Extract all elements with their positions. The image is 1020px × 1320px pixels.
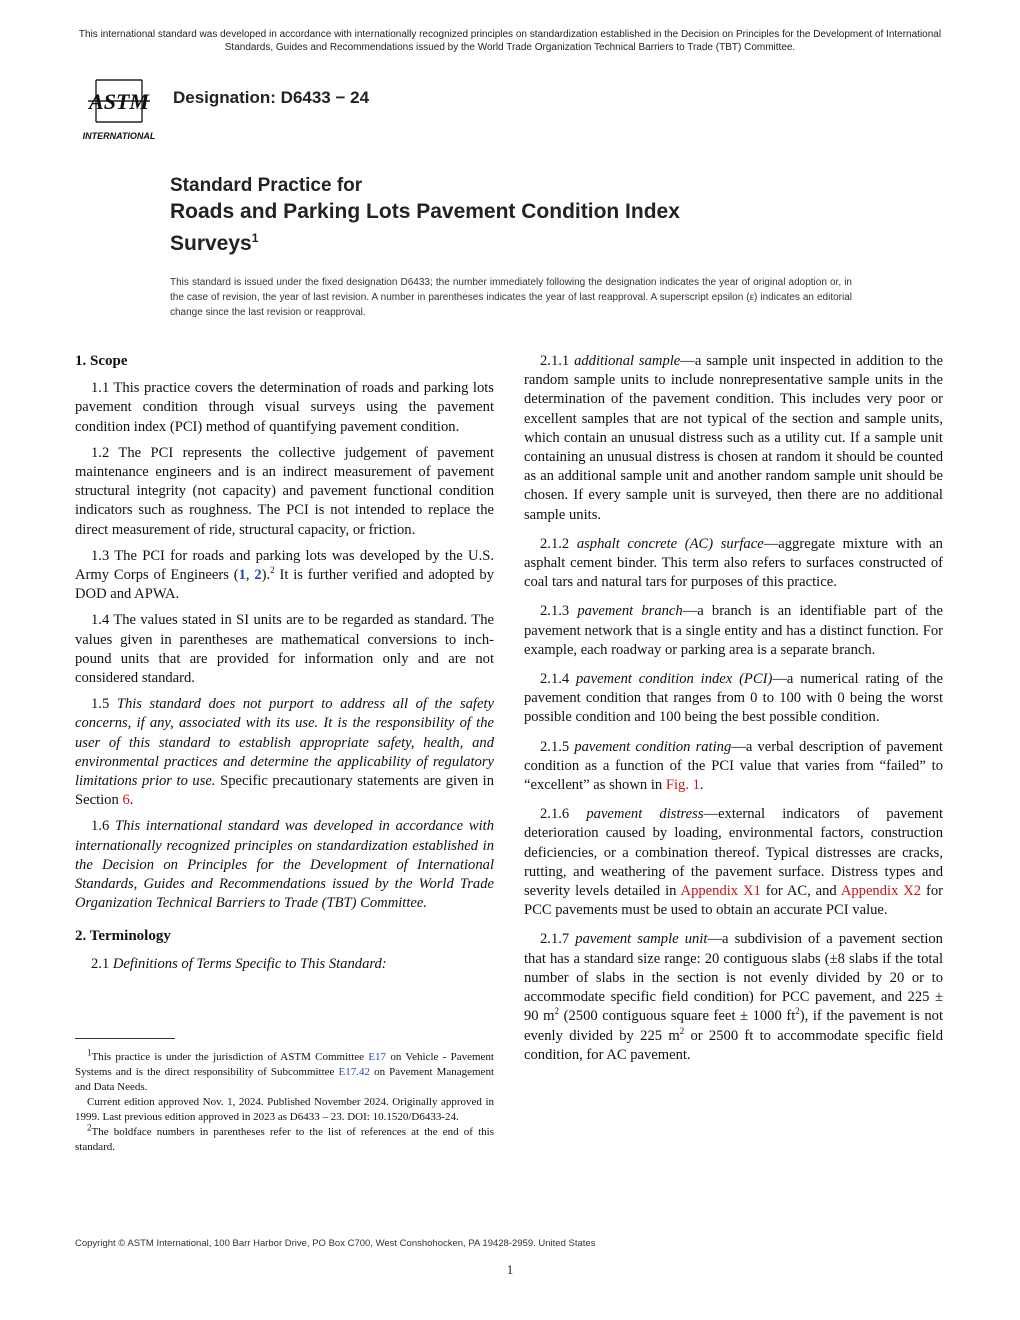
footnotes	[75, 1047, 494, 1155]
paragraph-1-4: 1.4 The values stated in SI units are to be regarded as standard. The values given in parentheses are mathematical conversions to inch-pound units that are provided for information only and are not considered standard.	[75, 612, 494, 687]
definition-condition-rating: 2.1.5 pavement condition rating—a verbal description of pavement condition as a function of the PCI value that varies from “failed” to “excellent” as shown in Fig. 1.	[524, 738, 943, 794]
title-line-2: Roads and Parking Lots Pavement Condition Index	[170, 200, 680, 223]
header-notice: This international standard was developed in accordance with internationally recognized principles on standardization established in the Decision on Principles for the Development of International Standards, Guides and Recommendations issued by the World Trade Organization Technical Barriers to Trade (TBT) Committee.	[78, 29, 942, 53]
scope-heading: 1. Scope	[75, 353, 128, 369]
definition-pavement-branch: 2.1.3 pavement branch—a branch is an identifiable part of the pavement network that is a single entity and has a distinct function. For example, each roadway or parking area is a separate branch.	[524, 603, 943, 658]
figure-1-link[interactable]: Fig. 1	[665, 777, 700, 794]
paragraph-1-5: 1.5 This standard does not purport to address all of the safety concerns, if any, associated with its use. It is the responsibility of the user of this standard to establish appropriate safety, health, and environmental practices and determine the applicability of regulatory limitations prior to use. Specific precautionary statements are given in Section 6.	[75, 696, 495, 809]
definition-asphalt-concrete: 2.1.2 asphalt concrete (AC) surface—aggregate mixture with an asphalt cement binder. This term also refers to surfaces constructed of coal tars and natural tars for purposes of this practice.	[524, 535, 943, 591]
reference-link-1[interactable]: 1	[238, 567, 246, 584]
logo-subtitle: INTERNATIONAL	[82, 131, 156, 141]
reference-link-2[interactable]: 2	[254, 567, 262, 584]
left-column	[75, 352, 494, 981]
title-footnote-ref[interactable]: 1	[251, 231, 259, 245]
paragraph-2-1: 2.1 Definitions of Terms Specific to This Standard:	[91, 955, 387, 972]
standard-notice: This standard is issued under the fixed designation D6433; the number immediately following the designation indicates the year of original adoption or, in the case of revision, the year of last revision. A number in parentheses indicates the year of last reapproval. A superscript epsilon (ε) indicates an editorial change since the last revision or reapproval.	[170, 277, 852, 318]
definition-sample-unit: 2.1.7 pavement sample unit—a subdivision of a pavement section that has a standard size range: 20 contiguous slabs (±8 slabs if the total number of slabs in the section is not evenly divided by 20 or to accommodate specific field condition) for PCC pavement, and 225 ± 90 $m^2$ (2500 contiguous square feet ± 1000 $ft^2$), if the pavement is not evenly divided by 225 $m^2$ or 2500 ft to accommodate specific field condition, for AC pavement.	[524, 931, 944, 1063]
definition-pci: 2.1.4 pavement condition index (PCI)—a numerical rating of the pavement condition that ranges from 0 to 100 with 0 being the worst possible condition and 100 being the best possible condition.	[524, 671, 943, 726]
section-6-link[interactable]: 6	[122, 792, 130, 809]
logo-letters: ASTM	[89, 89, 149, 114]
footnote-ref-2[interactable]: 2	[270, 565, 275, 576]
paragraph-1-1: 1.1 This practice covers the determination of roads and parking lots pavement condition through visual surveys using the pavement condition index (PCI) method of quantifying pavement condition.	[75, 380, 494, 435]
definition-pavement-distress: 2.1.6 pavement distress—external indicators of pavement deterioration caused by loading, environmental factors, construction deficiencies, or a combination thereof. Typical distresses are cracks, rutting, and weathering of the pavement surface. Distress types and severity levels detailed in Appendix X1 for AC, and Appendix X2 for PCC pavements must be used to obtain an accurate PCI value.	[524, 806, 944, 919]
title-line-1: Standard Practice for	[170, 175, 363, 196]
copyright: Copyright © ASTM International, 100 Barr Harbor Drive, PO Box C700, West Conshohocken, PA 19428-2959. United States	[75, 1238, 596, 1249]
page-number: 1	[506, 1262, 514, 1277]
paragraph-1-3: 1.3 The PCI for roads and parking lots was developed by the U.S. Army Corps of Engineers (1, 2).$^2$ It is further verified and adopted by DOD and APWA.	[75, 547, 494, 603]
footnote-divider	[75, 1038, 175, 1039]
terminology-heading: 2. Terminology	[75, 928, 171, 945]
appendix-x1-link[interactable]: Appendix X1	[680, 883, 761, 900]
paragraph-1-6: 1.6 This international standard was developed in accordance with internationally recognized principles on standardization established in the Decision on Principles for the Development of International Standards, Guides and Recommendations issued by the World Trade Organization Technical Barriers to Trade (TBT) Committee.	[75, 818, 495, 912]
footnote-1: $^1$This practice is under the jurisdiction of ASTM Committee E17 on Vehicle - Pavement Systems and is the direct responsibility of Subcommittee E17.42 on Pavement Management and Data Needs.	[75, 1047, 494, 1093]
committee-e17-link[interactable]: E17	[368, 1051, 387, 1063]
subcommittee-e17-42-link[interactable]: E17.42	[338, 1066, 370, 1078]
paragraph-1-2: 1.2 The PCI represents the collective judgement of pavement maintenance engineers and is an indirect measurement of pavement structural integrity (not capacity) and pavement functional condition indicators such as roughness. The PCI is not intended to replace the direct measurement of ride, structural capacity, or friction.	[75, 444, 494, 538]
title-line-3: Surveys$^1$	[170, 231, 259, 255]
appendix-x2-link[interactable]: Appendix X2	[840, 883, 922, 900]
definition-additional-sample: 2.1.1 additional sample—a sample unit inspected in addition to the random sample units to include nonrepresentative sample units in the determination of the pavement condition. This includes very poor or excellent samples that are not typical of the section and sample units, which contain an unusual distress such as a utility cut. If a sample unit containing an unusual distress is chosen at random it should be counted as an additional sample unit and another random sample unit should be chosen. If every sample unit is surveyed, then there are no additional sample units.	[524, 353, 943, 523]
designation: Designation: D6433 − 24	[173, 88, 370, 107]
document-title	[170, 174, 680, 257]
right-column	[524, 352, 943, 1072]
astm-logo	[76, 74, 162, 144]
footnote-2: $^2$The boldface numbers in parentheses refer to the list of references at the end of this standard.	[75, 1122, 494, 1153]
footnote-1-edition: Current edition approved Nov. 1, 2024. Published November 2024. Originally approved in 1999. Last previous edition approved in 2023 as D6433 – 23. DOI: 10.1520/D6433-24.	[75, 1096, 494, 1123]
